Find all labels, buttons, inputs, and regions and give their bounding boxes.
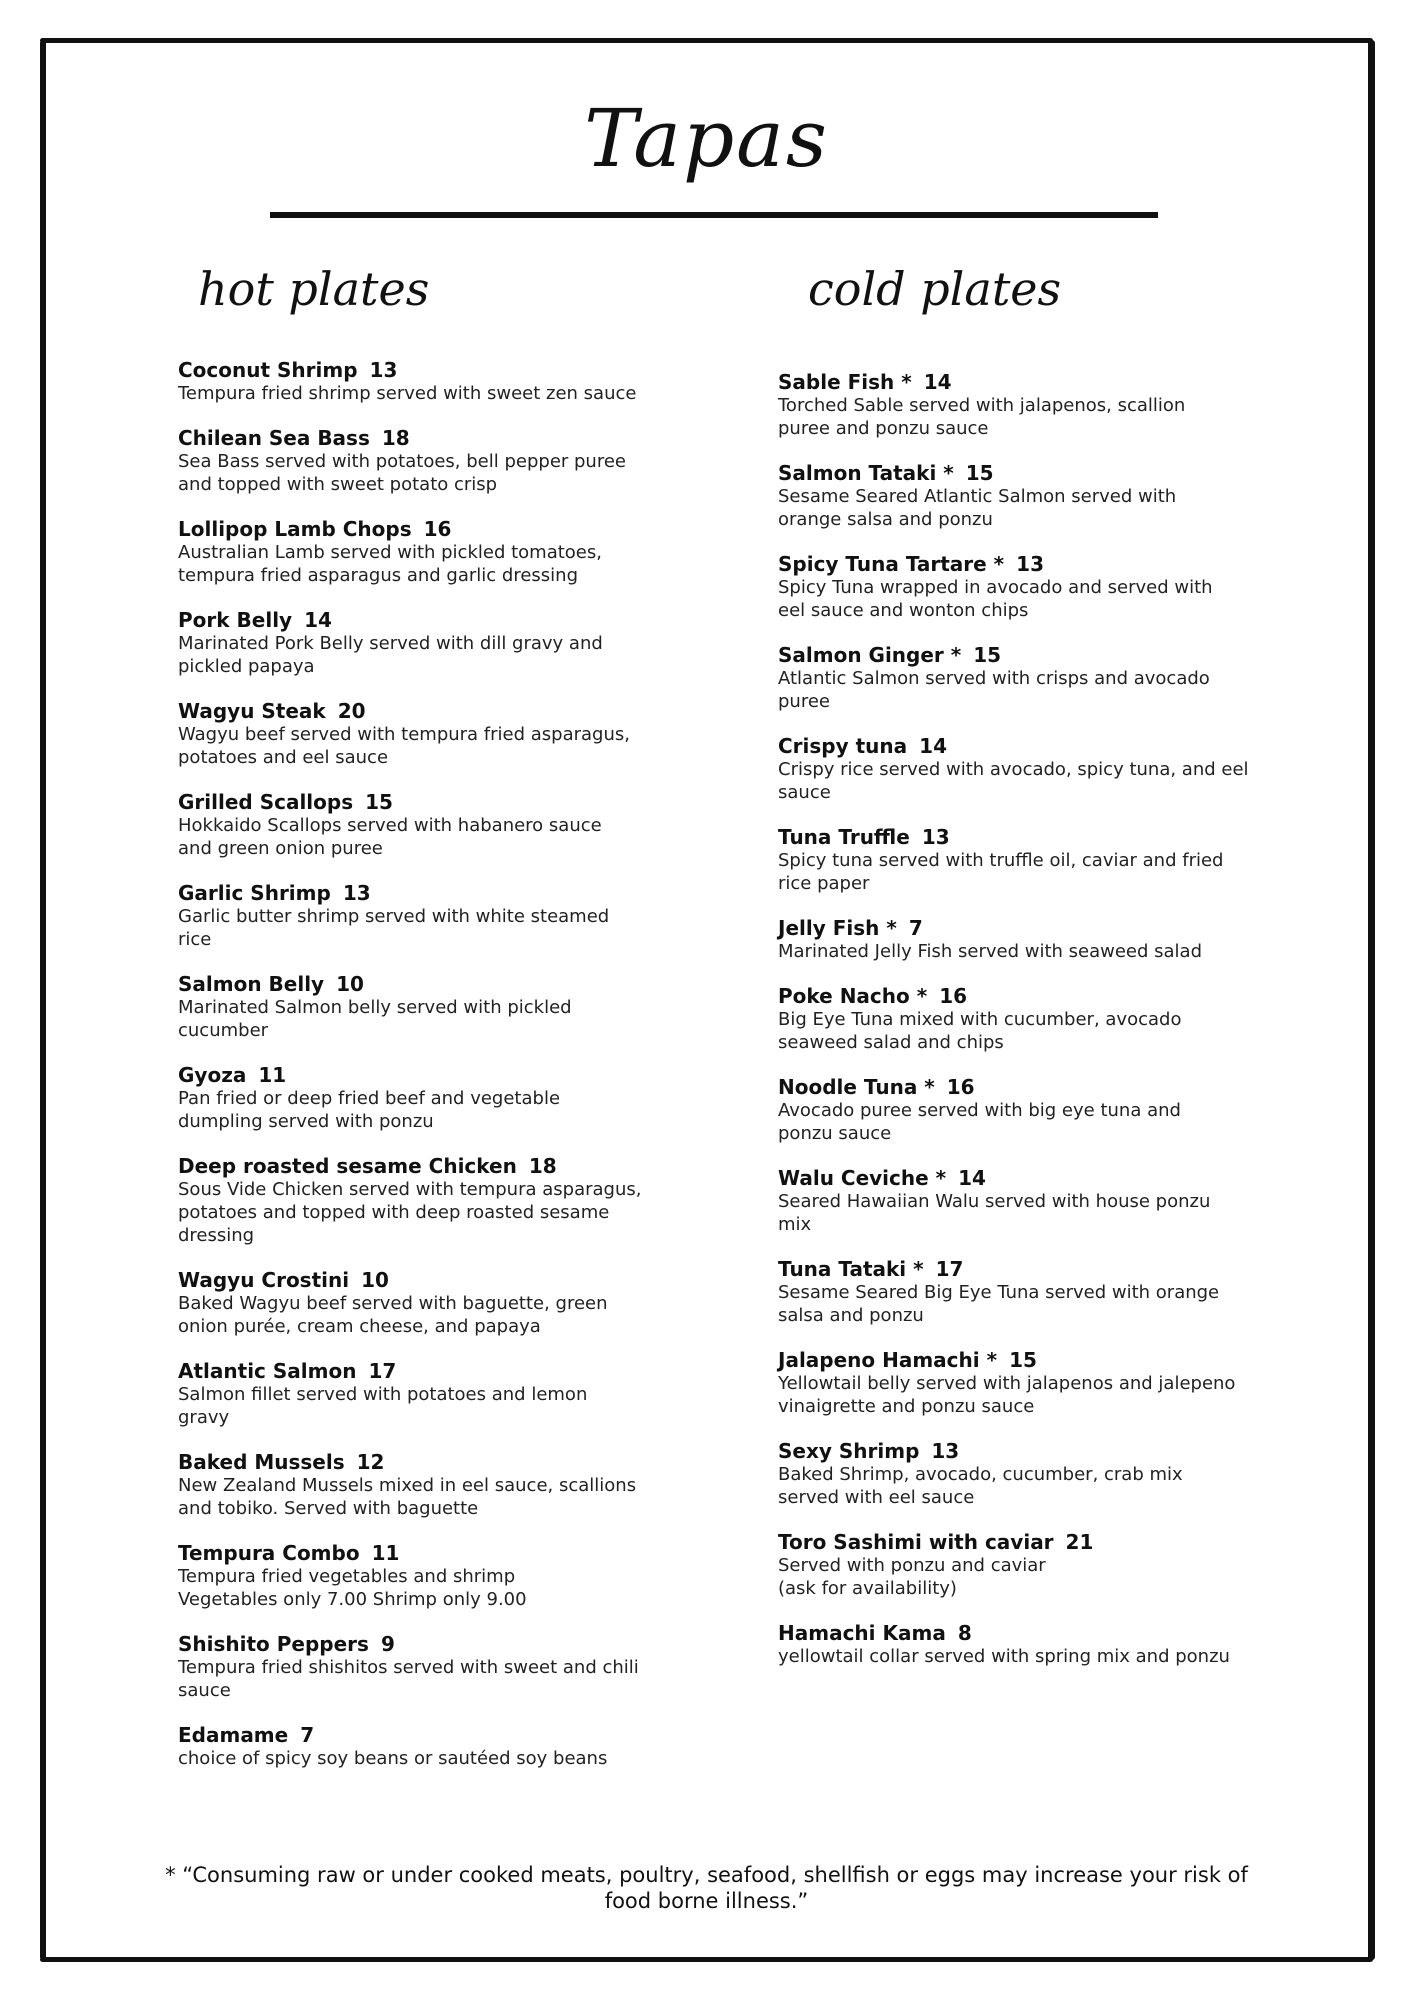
title-divider [270,212,1158,218]
item-price: 15 [365,790,393,814]
menu-item [178,1063,698,1133]
item-name-text: Salmon Tataki * [778,461,954,485]
menu-item [778,984,1298,1054]
menu-item-name [178,1268,698,1292]
menu-item [178,426,698,496]
item-price: 16 [423,517,452,541]
item-name-text: Poke Nacho * [778,984,928,1008]
item-name-text: Shishito Peppers [178,1632,369,1656]
menu-item-name [778,734,1298,758]
item-description: Big Eye Tuna mixed with cucumber, avocado seaweed salad and chips [778,1009,1182,1053]
item-price: 11 [258,1063,287,1087]
menu-item-name [178,1154,698,1178]
item-description: Served with ponzu and caviar (ask for availability) [778,1555,1046,1599]
hot-plates-list [178,358,698,1791]
border-top [40,38,1373,43]
menu-item-name [778,1348,1298,1372]
menu-item [778,370,1298,440]
menu-item-name [778,1257,1298,1281]
item-description: Marinated Salmon belly served with pickled cucumber [178,997,572,1041]
item-description: Marinated Pork Belly served with dill gravy and pickled papaya [178,633,603,677]
menu-item [778,461,1298,531]
menu-item-name [178,608,698,632]
item-price: 17 [935,1257,964,1281]
menu-item-name [778,916,1298,940]
menu-item-name [178,426,698,450]
menu-item [778,1348,1298,1418]
hot-plates-heading: hot plates [198,262,430,316]
item-name-text: Tempura Combo [178,1541,360,1565]
item-description: Baked Wagyu beef served with baguette, green onion purée, cream cheese, and papaya [178,1293,608,1337]
item-name-text: Edamame [178,1723,289,1747]
item-name-text: Tuna Tataki * [778,1257,924,1281]
item-price: 20 [337,699,366,723]
item-description: Garlic butter shrimp served with white steamed rice [178,906,610,950]
menu-item-name [178,517,698,541]
menu-item-name [778,825,1298,849]
menu-item [178,1632,698,1702]
item-description: Baked Shrimp, avocado, cucumber, crab mix served with eel sauce [778,1464,1183,1508]
menu-item-name [178,1723,698,1747]
menu-item [778,1621,1298,1668]
border-left [40,40,46,1960]
item-description: Crispy rice served with avocado, spicy tuna, and eel sauce [778,759,1249,803]
item-description: Wagyu beef served with tempura fried asparagus, potatoes and eel sauce [178,724,630,768]
item-name-text: Baked Mussels [178,1450,345,1474]
menu-item-name [178,881,698,905]
item-name-text: Walu Ceviche * [778,1166,947,1190]
menu-item-name [178,1450,698,1474]
item-name-text: Jalapeno Hamachi * [778,1348,998,1372]
item-description: Sesame Seared Big Eye Tuna served with orange salsa and ponzu [778,1282,1220,1326]
item-price: 13 [931,1439,960,1463]
item-description: Sous Vide Chicken served with tempura asparagus, potatoes and topped with deep roasted sesame dressing [178,1179,642,1246]
item-name-text: Grilled Scallops [178,790,354,814]
menu-item-name [178,1359,698,1383]
menu-item-name [778,1621,1298,1645]
item-description: Australian Lamb served with pickled tomatoes, tempura fried asparagus and garlic dressing [178,542,602,586]
item-name-text: Gyoza [178,1063,247,1087]
item-name-text: Salmon Belly [178,972,325,996]
item-description: Tempura fried shrimp served with sweet zen sauce [178,383,637,404]
item-name-text: Atlantic Salmon [178,1359,357,1383]
item-description: Tempura fried vegetables and shrimp Vegetables only 7.00 Shrimp only 9.00 [178,1566,527,1610]
item-description: Yellowtail belly served with jalapenos and jalepeno vinaigrette and ponzu sauce [778,1373,1236,1417]
item-price: 7 [300,1723,315,1747]
menu-item [178,699,698,769]
item-price: 17 [368,1359,397,1383]
item-name-text: Deep roasted sesame Chicken [178,1154,517,1178]
menu-item-name [178,1541,698,1565]
cold-plates-heading: cold plates [808,262,1062,316]
item-name-text: Salmon Ginger * [778,643,962,667]
item-name-text: Toro Sashimi with caviar [778,1530,1054,1554]
menu-item [178,1268,698,1338]
item-name-text: Noodle Tuna * [778,1075,935,1099]
menu-item-name [778,1166,1298,1190]
menu-item-name [178,358,698,382]
menu-item-name [178,1063,698,1087]
menu-item [178,1450,698,1520]
item-description: Torched Sable served with jalapenos, scallion puree and ponzu sauce [778,395,1186,439]
item-name-text: Coconut Shrimp [178,358,358,382]
menu-item [178,608,698,678]
item-name-text: Hamachi Kama [778,1621,946,1645]
item-price: 15 [965,461,994,485]
border-bottom [40,1957,1373,1962]
item-price: 10 [336,972,364,996]
menu-item-name [778,984,1298,1008]
menu-item [778,1075,1298,1145]
menu-item [778,1257,1298,1327]
menu-item [178,972,698,1042]
item-price: 18 [381,426,410,450]
item-name-text: Wagyu Steak [178,699,326,723]
item-price: 21 [1065,1530,1094,1554]
menu-item [778,643,1298,713]
item-name-text: Tuna Truffle [778,825,910,849]
item-description: Hokkaido Scallops served with habanero sauce and green onion puree [178,815,602,859]
item-description: yellowtail collar served with spring mix and ponzu [778,1646,1230,1667]
menu-item-name [178,699,698,723]
menu-item [178,790,698,860]
item-description: choice of spicy soy beans or sautéed soy beans [178,1748,608,1769]
border-right [1368,40,1375,1960]
menu-item-name [778,1075,1298,1099]
item-description: Sesame Seared Atlantic Salmon served with orange salsa and ponzu [778,486,1177,530]
item-price: 13 [369,358,398,382]
menu-item-name [778,1439,1298,1463]
item-name-text: Crispy tuna [778,734,908,758]
item-description: New Zealand Mussels mixed in eel sauce, scallions and tobiko. Served with baguette [178,1475,637,1519]
item-price: 16 [939,984,968,1008]
item-name-text: Sexy Shrimp [778,1439,920,1463]
item-price: 16 [946,1075,975,1099]
menu-item-name [778,461,1298,485]
menu-item [778,1530,1298,1600]
menu-item-name [178,1632,698,1656]
item-description: Seared Hawaiian Walu served with house ponzu mix [778,1191,1211,1235]
item-name-text: Garlic Shrimp [178,881,331,905]
menu-item [178,1359,698,1429]
item-price: 13 [1016,552,1044,576]
menu-item [178,1541,698,1611]
item-name-text: Spicy Tuna Tartare * [778,552,1005,576]
item-price: 11 [371,1541,400,1565]
item-price: 13 [342,881,371,905]
item-price: 10 [361,1268,389,1292]
item-price: 15 [1009,1348,1037,1372]
item-name-text: Chilean Sea Bass [178,426,370,450]
menu-item-name [778,643,1298,667]
item-price: 14 [304,608,332,632]
item-description: Atlantic Salmon served with crisps and avocado puree [778,668,1210,712]
item-description: Spicy tuna served with truffle oil, caviar and fried rice paper [778,850,1224,894]
item-description: Spicy Tuna wrapped in avocado and served with eel sauce and wonton chips [778,577,1213,621]
menu-item-name [778,370,1298,394]
item-price: 15 [973,643,1002,667]
item-price: 14 [923,370,952,394]
item-description: Sea Bass served with potatoes, bell pepper puree and topped with sweet potato crisp [178,451,626,495]
item-description: Marinated Jelly Fish served with seaweed salad [778,941,1202,962]
menu-item [178,517,698,587]
menu-item-name [178,790,698,814]
item-name-text: Jelly Fish * [778,916,897,940]
item-name-text: Pork Belly [178,608,293,632]
menu-item [778,1166,1298,1236]
menu-item [778,1439,1298,1509]
item-price: 9 [380,1632,395,1656]
menu-item [778,825,1298,895]
item-price: 12 [356,1450,385,1474]
item-price: 13 [921,825,950,849]
item-description: Tempura fried shishitos served with sweet and chili sauce [178,1657,639,1701]
menu-item [178,881,698,951]
item-description: Avocado puree served with big eye tuna and ponzu sauce [778,1100,1181,1144]
item-name-text: Sable Fish * [778,370,912,394]
menu-item-name [778,552,1298,576]
item-price: 7 [908,916,923,940]
item-price: 14 [919,734,947,758]
menu-item-name [778,1530,1298,1554]
item-name-text: Lollipop Lamb Chops [178,517,412,541]
health-disclaimer: * “Consuming raw or under cooked meats, poultry, seafood, shellfish or eggs may increase your risk of food borne illness.” [165,1863,1248,1913]
menu-title: Tapas [584,92,829,185]
menu-item [778,916,1298,963]
item-price: 8 [957,1621,972,1645]
menu-item [778,734,1298,804]
menu-item [178,1723,698,1770]
item-description: Salmon fillet served with potatoes and lemon gravy [178,1384,588,1428]
menu-item [178,358,698,405]
menu-item [778,552,1298,622]
menu-item-name [178,972,698,996]
item-price: 18 [528,1154,557,1178]
item-description: Pan fried or deep fried beef and vegetable dumpling served with ponzu [178,1088,561,1132]
menu-item [178,1154,698,1247]
cold-plates-list [778,370,1298,1689]
item-price: 14 [958,1166,986,1190]
item-name-text: Wagyu Crostini [178,1268,350,1292]
